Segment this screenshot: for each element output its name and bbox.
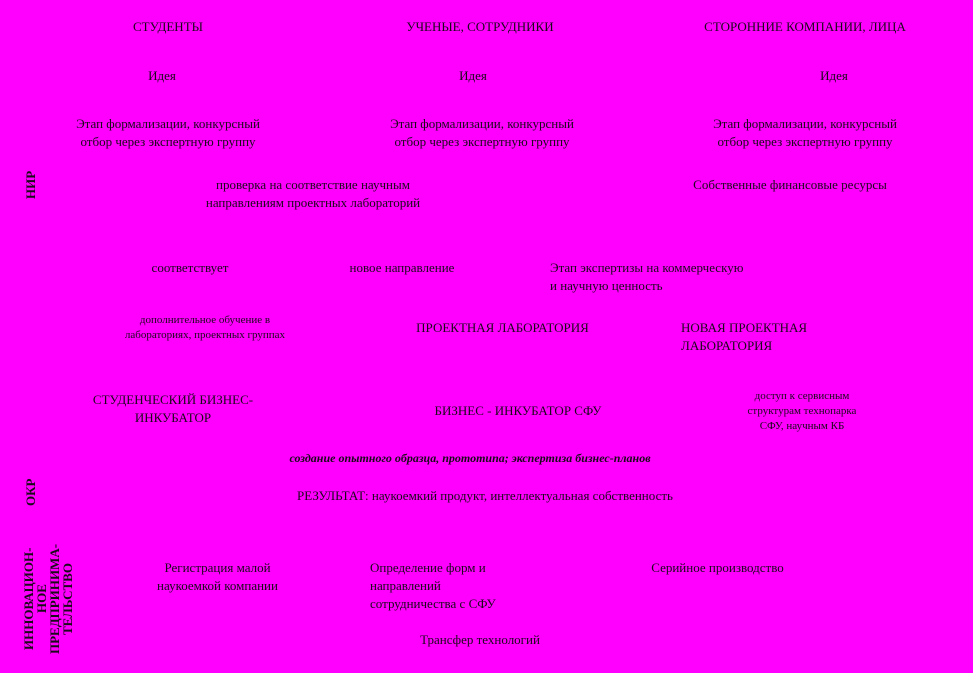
serial-production: Серийное производство bbox=[651, 560, 784, 575]
project-lab: ПРОЕКТНАЯ ЛАБОРАТОРИЯ bbox=[416, 320, 589, 335]
formalization-external: Этап формализации, конкурсный отбор через экспертную группу bbox=[713, 116, 897, 149]
extra-training: дополнительное обучение в лабораториях, проектных группах bbox=[124, 314, 286, 341]
result: РЕЗУЛЬТАТ: наукоемкий продукт, интеллектуальная собственность bbox=[297, 488, 673, 503]
new-project-lab: НОВАЯ ПРОЕКТНАЯ ЛАБОРАТОРИЯ bbox=[681, 320, 808, 353]
new-direction: новое направление bbox=[349, 260, 455, 275]
check-directions: проверка на соответствие научным направлениям проектных лабораторий bbox=[205, 177, 421, 210]
side-label-okr: ОКР bbox=[23, 478, 38, 507]
prototype-stage: создание опытного образца, прототипа; экспертиза бизнес-планов bbox=[289, 451, 651, 465]
header-external: СТОРОННИЕ КОМПАНИИ, ЛИЦА bbox=[704, 19, 906, 34]
idea-staff: Идея bbox=[459, 68, 487, 83]
header-students: СТУДЕНТЫ bbox=[133, 19, 203, 34]
matches: соответствует bbox=[151, 260, 229, 275]
sfu-incubator: БИЗНЕС - ИНКУБАТОР СФУ bbox=[434, 403, 602, 418]
own-resources: Собственные финансовые ресурсы bbox=[693, 177, 887, 192]
student-incubator: СТУДЕНЧЕСКИЙ БИЗНЕС- ИНКУБАТОР bbox=[92, 392, 254, 425]
expertise-stage: Этап экспертизы на коммерческую и научную ценность bbox=[550, 260, 744, 293]
idea-external: Идея bbox=[820, 68, 848, 83]
cooperation-forms: Определение форм и направлений сотрудничества с СФУ bbox=[370, 560, 496, 611]
formalization-students: Этап формализации, конкурсный отбор через экспертную группу bbox=[76, 116, 260, 149]
formalization-staff: Этап формализации, конкурсный отбор через экспертную группу bbox=[390, 116, 574, 149]
access-services: доступ к сервисным структурам технопарка СФУ, научным КБ bbox=[747, 390, 857, 432]
side-label-innovation: ИННОВАЦИОН- НОЕ ПРЕДПРИНИМА- ТЕЛЬСТВО bbox=[21, 543, 75, 655]
technology-transfer: Трансфер технологий bbox=[420, 632, 540, 647]
idea-students: Идея bbox=[148, 68, 176, 83]
registration: Регистрация малой наукоемкой компании bbox=[157, 560, 278, 593]
side-label-nir: НИР bbox=[23, 170, 38, 200]
header-staff: УЧЕНЫЕ, СОТРУДНИКИ bbox=[406, 19, 554, 34]
